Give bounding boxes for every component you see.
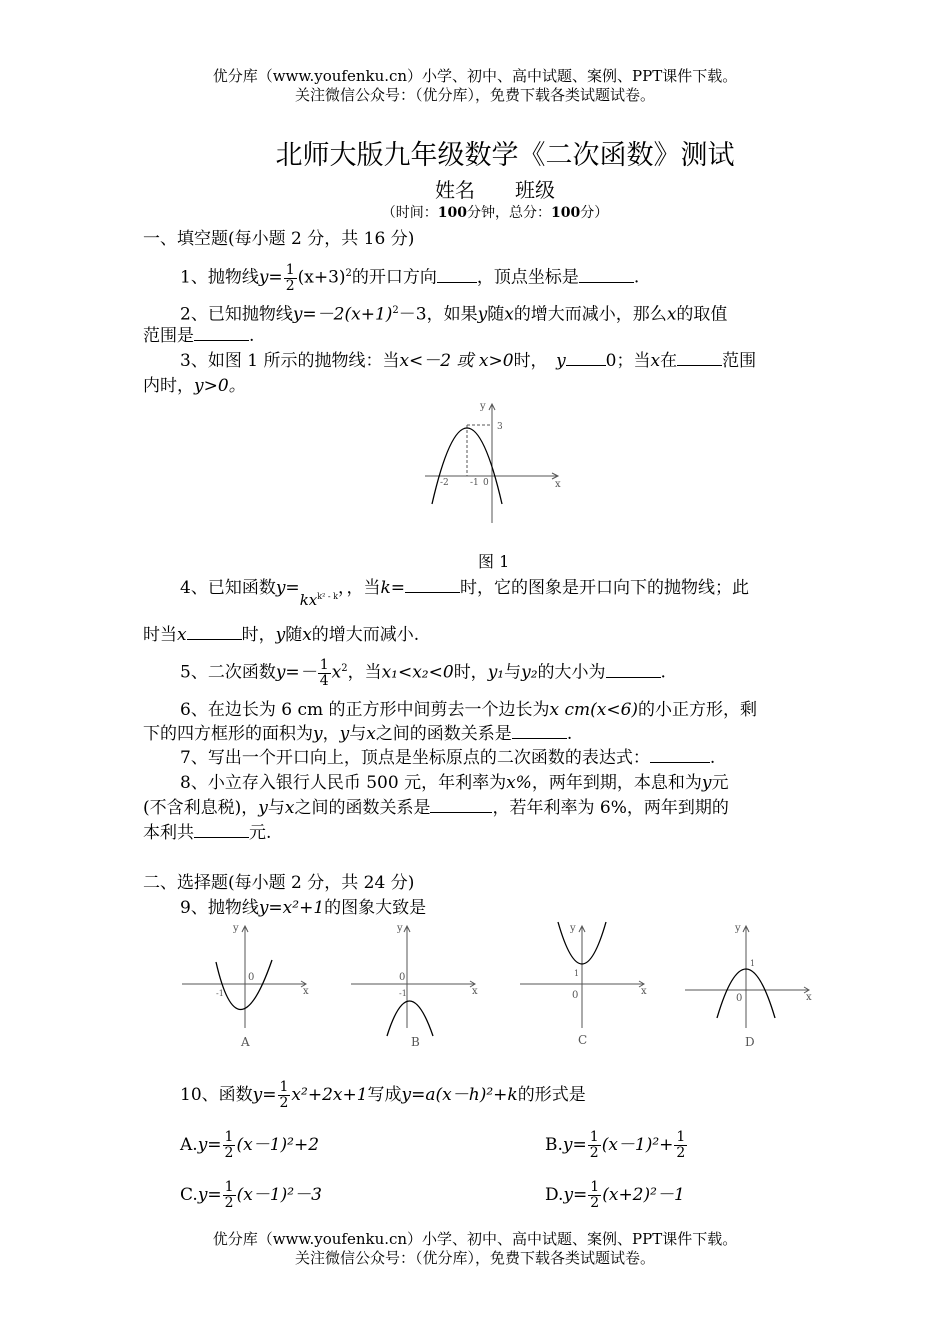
option-a[interactable]: A.y= $\frac{1}{2}$ (x－1)²+2 xyxy=(180,1129,320,1161)
svg-text:-2: -2 xyxy=(440,478,449,488)
svg-text:B: B xyxy=(411,1035,420,1049)
svg-text:0: 0 xyxy=(483,478,489,488)
svg-text:y: y xyxy=(233,923,239,934)
section2-heading: 二、选择题(每小题 2 分，共 24 分) xyxy=(143,873,415,893)
svg-text:0: 0 xyxy=(572,990,579,1001)
question-4: 4、已知函数$y=kx^{k^2 - k}$，，当k= 时，它的图象是开口向下的抛物线；此 xyxy=(180,578,749,609)
question-3: 3、如图 1 所示的抛物线：当x<－2 或 x>0时， y 0；当x在 范围 xyxy=(180,351,757,371)
svg-text:-1: -1 xyxy=(470,478,479,488)
svg-text:0: 0 xyxy=(248,972,255,983)
question-6: 6、在边长为 6 cm 的正方形中间剪去一个边长为x cm(x<6)的小正方形，剩 xyxy=(180,700,758,720)
svg-text:1: 1 xyxy=(750,959,756,968)
footer-line-1: 优分库（www.youfenku.cn）小学、初中、高中试题、案例、PPT课件下载。 xyxy=(212,1230,738,1248)
svg-text:-1: -1 xyxy=(216,989,224,998)
question-8: 8、小立存入银行人民币 500 元，年利率为x%，两年到期，本息和为y元 xyxy=(180,773,729,793)
figure-1-graph xyxy=(420,396,570,526)
fraction: $\frac{1}{2}$ xyxy=(224,1129,234,1161)
svg-text:y: y xyxy=(570,923,576,934)
header-line-1: 优分库（www.youfenku.cn）小学、初中、高中试题、案例、PPT课件下载。 xyxy=(212,67,738,85)
footer-line-2: 关注微信公众号：（优分库），免费下载各类试题试卷。 xyxy=(294,1249,655,1267)
svg-text:y: y xyxy=(480,401,486,412)
svg-text:0: 0 xyxy=(399,972,406,983)
option-d-graph xyxy=(683,918,818,1053)
question-9: 9、抛物线y=x²+1的图象大致是 xyxy=(180,898,427,918)
fraction: $\frac{1}{4}$ xyxy=(319,656,329,689)
fraction: $\frac{1}{2}$ xyxy=(285,261,295,294)
figure-1-caption: 图 1 xyxy=(478,552,510,571)
header-line-2: 关注微信公众号：（优分库），免费下载各类试题试卷。 xyxy=(294,86,655,104)
fraction: $\frac{1}{2}$ xyxy=(676,1129,686,1161)
question-4-cont: 时当x 时，y随x的增大而减小. xyxy=(143,625,420,645)
svg-text:1: 1 xyxy=(574,969,580,978)
svg-text:x: x xyxy=(641,986,647,997)
question-3-cont: 内时，y>0。 xyxy=(143,376,246,396)
svg-text:x: x xyxy=(806,992,812,1003)
option-c-graph xyxy=(518,918,653,1053)
svg-text:A: A xyxy=(241,1035,250,1049)
name-class-line: 姓名 班级 xyxy=(435,178,555,202)
question-2-cont: 范围是 . xyxy=(143,326,255,346)
fraction: $\frac{1}{2}$ xyxy=(589,1129,599,1161)
svg-text:y: y xyxy=(735,923,741,934)
svg-text:x: x xyxy=(555,479,561,490)
option-d[interactable]: D.y= $\frac{1}{2}$ (x+2)²－1 xyxy=(545,1179,685,1211)
question-1: 1、抛物线y= $\frac{1}{2}$ $(x+3)^2$的开口方向 ，顶点坐标是 . xyxy=(180,261,640,294)
fraction: $\frac{1}{2}$ xyxy=(279,1079,289,1111)
question-5: 5、二次函数y=－ $\frac{1}{4}$ $x^2$，当x₁<x₂<0时，y₁与y₂的大小为 . xyxy=(180,656,666,689)
section1-heading: 一、填空题(每小题 2 分，共 16 分) xyxy=(143,229,415,249)
svg-text:-1: -1 xyxy=(399,989,407,998)
question-10: 10、函数y= $\frac{1}{2}$ x²+2x+1写成y=a(x－h)²+k的形式是 xyxy=(180,1079,586,1111)
svg-text:x: x xyxy=(303,986,309,997)
svg-text:x: x xyxy=(472,986,478,997)
option-b-graph xyxy=(349,918,484,1053)
option-b[interactable]: B.y= $\frac{1}{2}$ (x－1)²+ $\frac{1}{2}$ xyxy=(545,1129,686,1161)
fraction: $\frac{1}{2}$ xyxy=(224,1179,234,1211)
svg-text:y: y xyxy=(397,923,403,934)
svg-text:0: 0 xyxy=(736,993,743,1004)
question-7: 7、写出一个开口向上，顶点是坐标原点的二次函数的表达式： . xyxy=(180,748,716,768)
svg-text:3: 3 xyxy=(497,422,503,432)
question-8-cont: (不含利息税)，y与x之间的函数关系是 ，若年利率为 6%，两年到期的 xyxy=(143,798,729,818)
question-6-cont: 下的四方框形的面积为y，y与x之间的函数关系是 . xyxy=(143,724,573,744)
question-8-cont-2: 本利共 元. xyxy=(143,823,272,843)
svg-text:C: C xyxy=(578,1033,588,1047)
option-a-graph xyxy=(180,918,315,1053)
question-2: 2、已知抛物线$y=-2(x+1)^2-3$，如果y随x的增大而减小，那么x的取值 xyxy=(180,304,728,325)
svg-text:D: D xyxy=(745,1035,755,1049)
option-c[interactable]: C.y= $\frac{1}{2}$ (x－1)²－3 xyxy=(180,1179,322,1211)
time-info: （时间：100分钟，总分：100分） xyxy=(381,205,609,221)
fraction: $\frac{1}{2}$ xyxy=(590,1179,600,1211)
page-title: 北师大版九年级数学《二次函数》测试 xyxy=(275,140,735,171)
